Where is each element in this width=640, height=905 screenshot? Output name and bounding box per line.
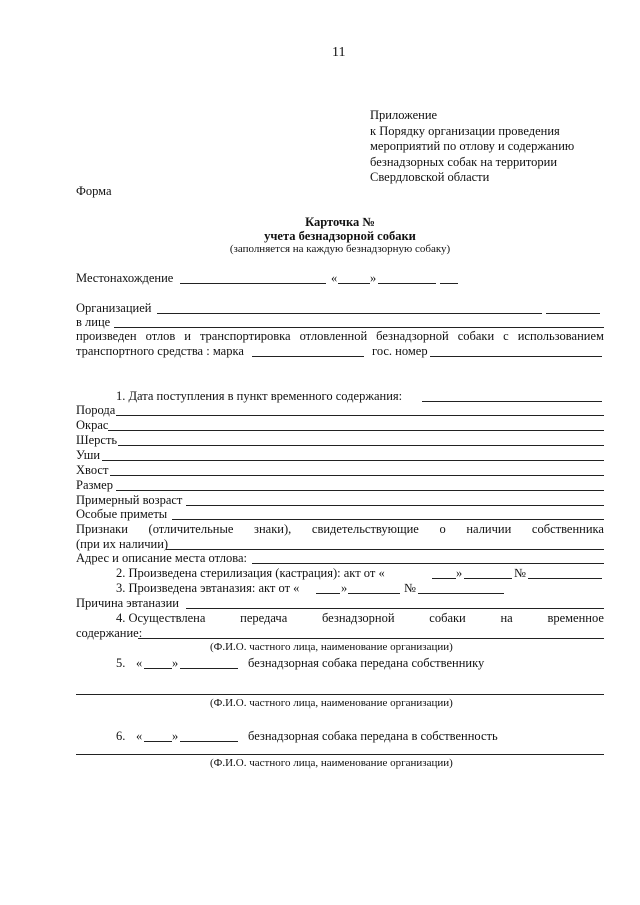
age-field[interactable]	[186, 505, 604, 506]
card-subtitle: (заполняется на каждую безнадзорную собаку)	[229, 243, 451, 255]
capture-word: транспортировка	[199, 329, 291, 343]
sterilization-month-field[interactable]	[464, 578, 512, 579]
location-field[interactable]	[180, 283, 326, 284]
owner-signs-word: (отличительные	[148, 522, 234, 536]
appendix-line: Приложение	[370, 108, 438, 122]
owner-signs-label-2: (при их наличии)	[76, 537, 169, 551]
temporary-keeping-label: содержание:	[76, 626, 143, 640]
euthanasia-number-sign: №	[404, 581, 416, 595]
age-label: Примерный возраст	[76, 493, 183, 507]
owner-signs-word: знаки),	[254, 522, 292, 536]
ears-label: Уши	[76, 448, 101, 462]
owner-signs-line	[76, 523, 604, 536]
owner-signs-word: наличии	[466, 522, 512, 536]
transfer-word: собаки	[429, 611, 466, 625]
owner-signs-field[interactable]	[166, 549, 604, 550]
organization-field-extra[interactable]	[546, 313, 600, 314]
sterilization-label: 2. Произведена стерилизация (кастрация): акт от «	[116, 566, 385, 580]
caption-temporary: (Ф.И.О. частного лица, наименование организации)	[210, 641, 453, 653]
card-title: Карточка №	[305, 215, 375, 229]
capture-place-label: Адрес и описание места отлова:	[76, 551, 248, 565]
capture-word: произведен	[76, 329, 137, 343]
transfer-word: временное	[547, 611, 604, 625]
capture-place-field[interactable]	[252, 563, 604, 564]
capture-word: отловленной	[299, 329, 368, 343]
color-field[interactable]	[108, 430, 604, 431]
sterilization-day-field[interactable]	[432, 578, 456, 579]
owner-transfer-number: 5.	[116, 656, 126, 670]
tail-label: Хвост	[76, 463, 109, 477]
owner-signs-word: свидетельствующие	[311, 522, 419, 536]
date-open-quote: «	[331, 271, 338, 285]
capture-word: отлов	[145, 329, 176, 343]
size-field[interactable]	[116, 490, 604, 491]
breed-label: Порода	[76, 403, 116, 417]
transfer-temporary-line	[116, 612, 604, 625]
owner-transfer-close-quote: »	[172, 656, 179, 670]
owner-transfer-day-field[interactable]	[144, 668, 172, 669]
location-year-field[interactable]	[440, 283, 458, 284]
ears-field[interactable]	[102, 460, 604, 461]
date-close-quote: »	[370, 271, 377, 285]
capture-word: собаки	[457, 329, 495, 343]
card-title-line2: учета безнадзорной собаки	[264, 229, 416, 243]
owner-transfer-text: безнадзорная собака передана собственнику	[248, 656, 485, 670]
temporary-keeping-field[interactable]	[138, 638, 604, 639]
ownership-transfer-number: 6.	[116, 729, 126, 743]
owner-transfer-open-quote: «	[136, 656, 143, 670]
owner-transfer-month-field[interactable]	[180, 668, 238, 669]
euthanasia-day-field[interactable]	[316, 593, 340, 594]
marks-label: Особые приметы	[76, 507, 168, 521]
transfer-word: передача	[240, 611, 288, 625]
size-label: Размер	[76, 478, 113, 492]
location-label: Местонахождение	[76, 271, 174, 285]
capture-word: использованием	[517, 329, 604, 343]
caption-owner: (Ф.И.О. частного лица, наименование организации)	[210, 697, 453, 709]
sterilization-act-number-field[interactable]	[528, 578, 602, 579]
euthanasia-month-field[interactable]	[348, 593, 400, 594]
owner-signs-word: Признаки	[76, 522, 128, 536]
page-number: 11	[332, 45, 346, 60]
appendix-line: к Порядку организации проведения	[370, 123, 560, 138]
location-month-field[interactable]	[378, 283, 436, 284]
organization-label: Организацией	[76, 301, 152, 315]
capture-statement-line	[76, 330, 604, 343]
marks-field[interactable]	[172, 519, 604, 520]
owner-signs-word: о	[439, 522, 446, 536]
caption-ownership: (Ф.И.О. частного лица, наименование организации)	[210, 757, 453, 769]
ownership-transfer-month-field[interactable]	[180, 741, 238, 742]
breed-field[interactable]	[116, 415, 604, 416]
transfer-word: на	[500, 611, 513, 625]
euthanasia-act-number-field[interactable]	[418, 593, 504, 594]
ownership-transfer-day-field[interactable]	[144, 741, 172, 742]
form-label: Форма	[76, 184, 112, 198]
ownership-transfer-open-quote: «	[136, 729, 143, 743]
appendix-line: мероприятий по отлову и содержанию	[370, 139, 575, 153]
vehicle-make-label: транспортного средства : марка	[76, 344, 244, 358]
intake-date-label: 1. Дата поступления в пункт временного содержания:	[116, 389, 403, 403]
vehicle-make-field[interactable]	[252, 356, 364, 357]
euthanasia-label: 3. Произведена эвтаназия: акт от «	[116, 581, 300, 595]
ownership-transfer-name-field[interactable]	[76, 754, 604, 755]
euthanasia-reason-label: Причина эвтаназии	[76, 596, 179, 610]
euthanasia-close-quote: »	[341, 581, 348, 595]
person-label: в лице	[76, 315, 111, 329]
capture-word: с	[503, 329, 509, 343]
appendix-line: безнадзорных собак на территории	[370, 154, 558, 169]
capture-word: безнадзорной	[376, 329, 449, 343]
ownership-transfer-text: безнадзорная собака передана в собственность	[248, 729, 498, 743]
vehicle-number-field[interactable]	[430, 356, 602, 357]
tail-field[interactable]	[110, 475, 604, 476]
appendix-block	[370, 108, 574, 186]
person-field[interactable]	[114, 327, 604, 328]
color-label: Окрас	[76, 418, 109, 432]
transfer-word: безнадзорной	[321, 611, 395, 625]
coat-label: Шерсть	[76, 433, 118, 447]
coat-field[interactable]	[118, 445, 604, 446]
euthanasia-reason-field[interactable]	[186, 608, 604, 609]
owner-transfer-name-field[interactable]	[76, 694, 604, 695]
capture-word: и	[184, 329, 191, 343]
intake-date-field[interactable]	[422, 401, 602, 402]
transfer-word: 4. Осуществлена	[116, 611, 206, 625]
ownership-transfer-close-quote: »	[172, 729, 179, 743]
location-day-field[interactable]	[338, 283, 370, 284]
appendix-line: Свердловской области	[370, 170, 490, 184]
organization-field[interactable]	[157, 313, 542, 314]
sterilization-number-sign: №	[514, 566, 526, 580]
sterilization-close-quote: »	[456, 566, 463, 580]
vehicle-number-label: гос. номер	[372, 344, 428, 358]
owner-signs-word: собственника	[531, 522, 604, 536]
